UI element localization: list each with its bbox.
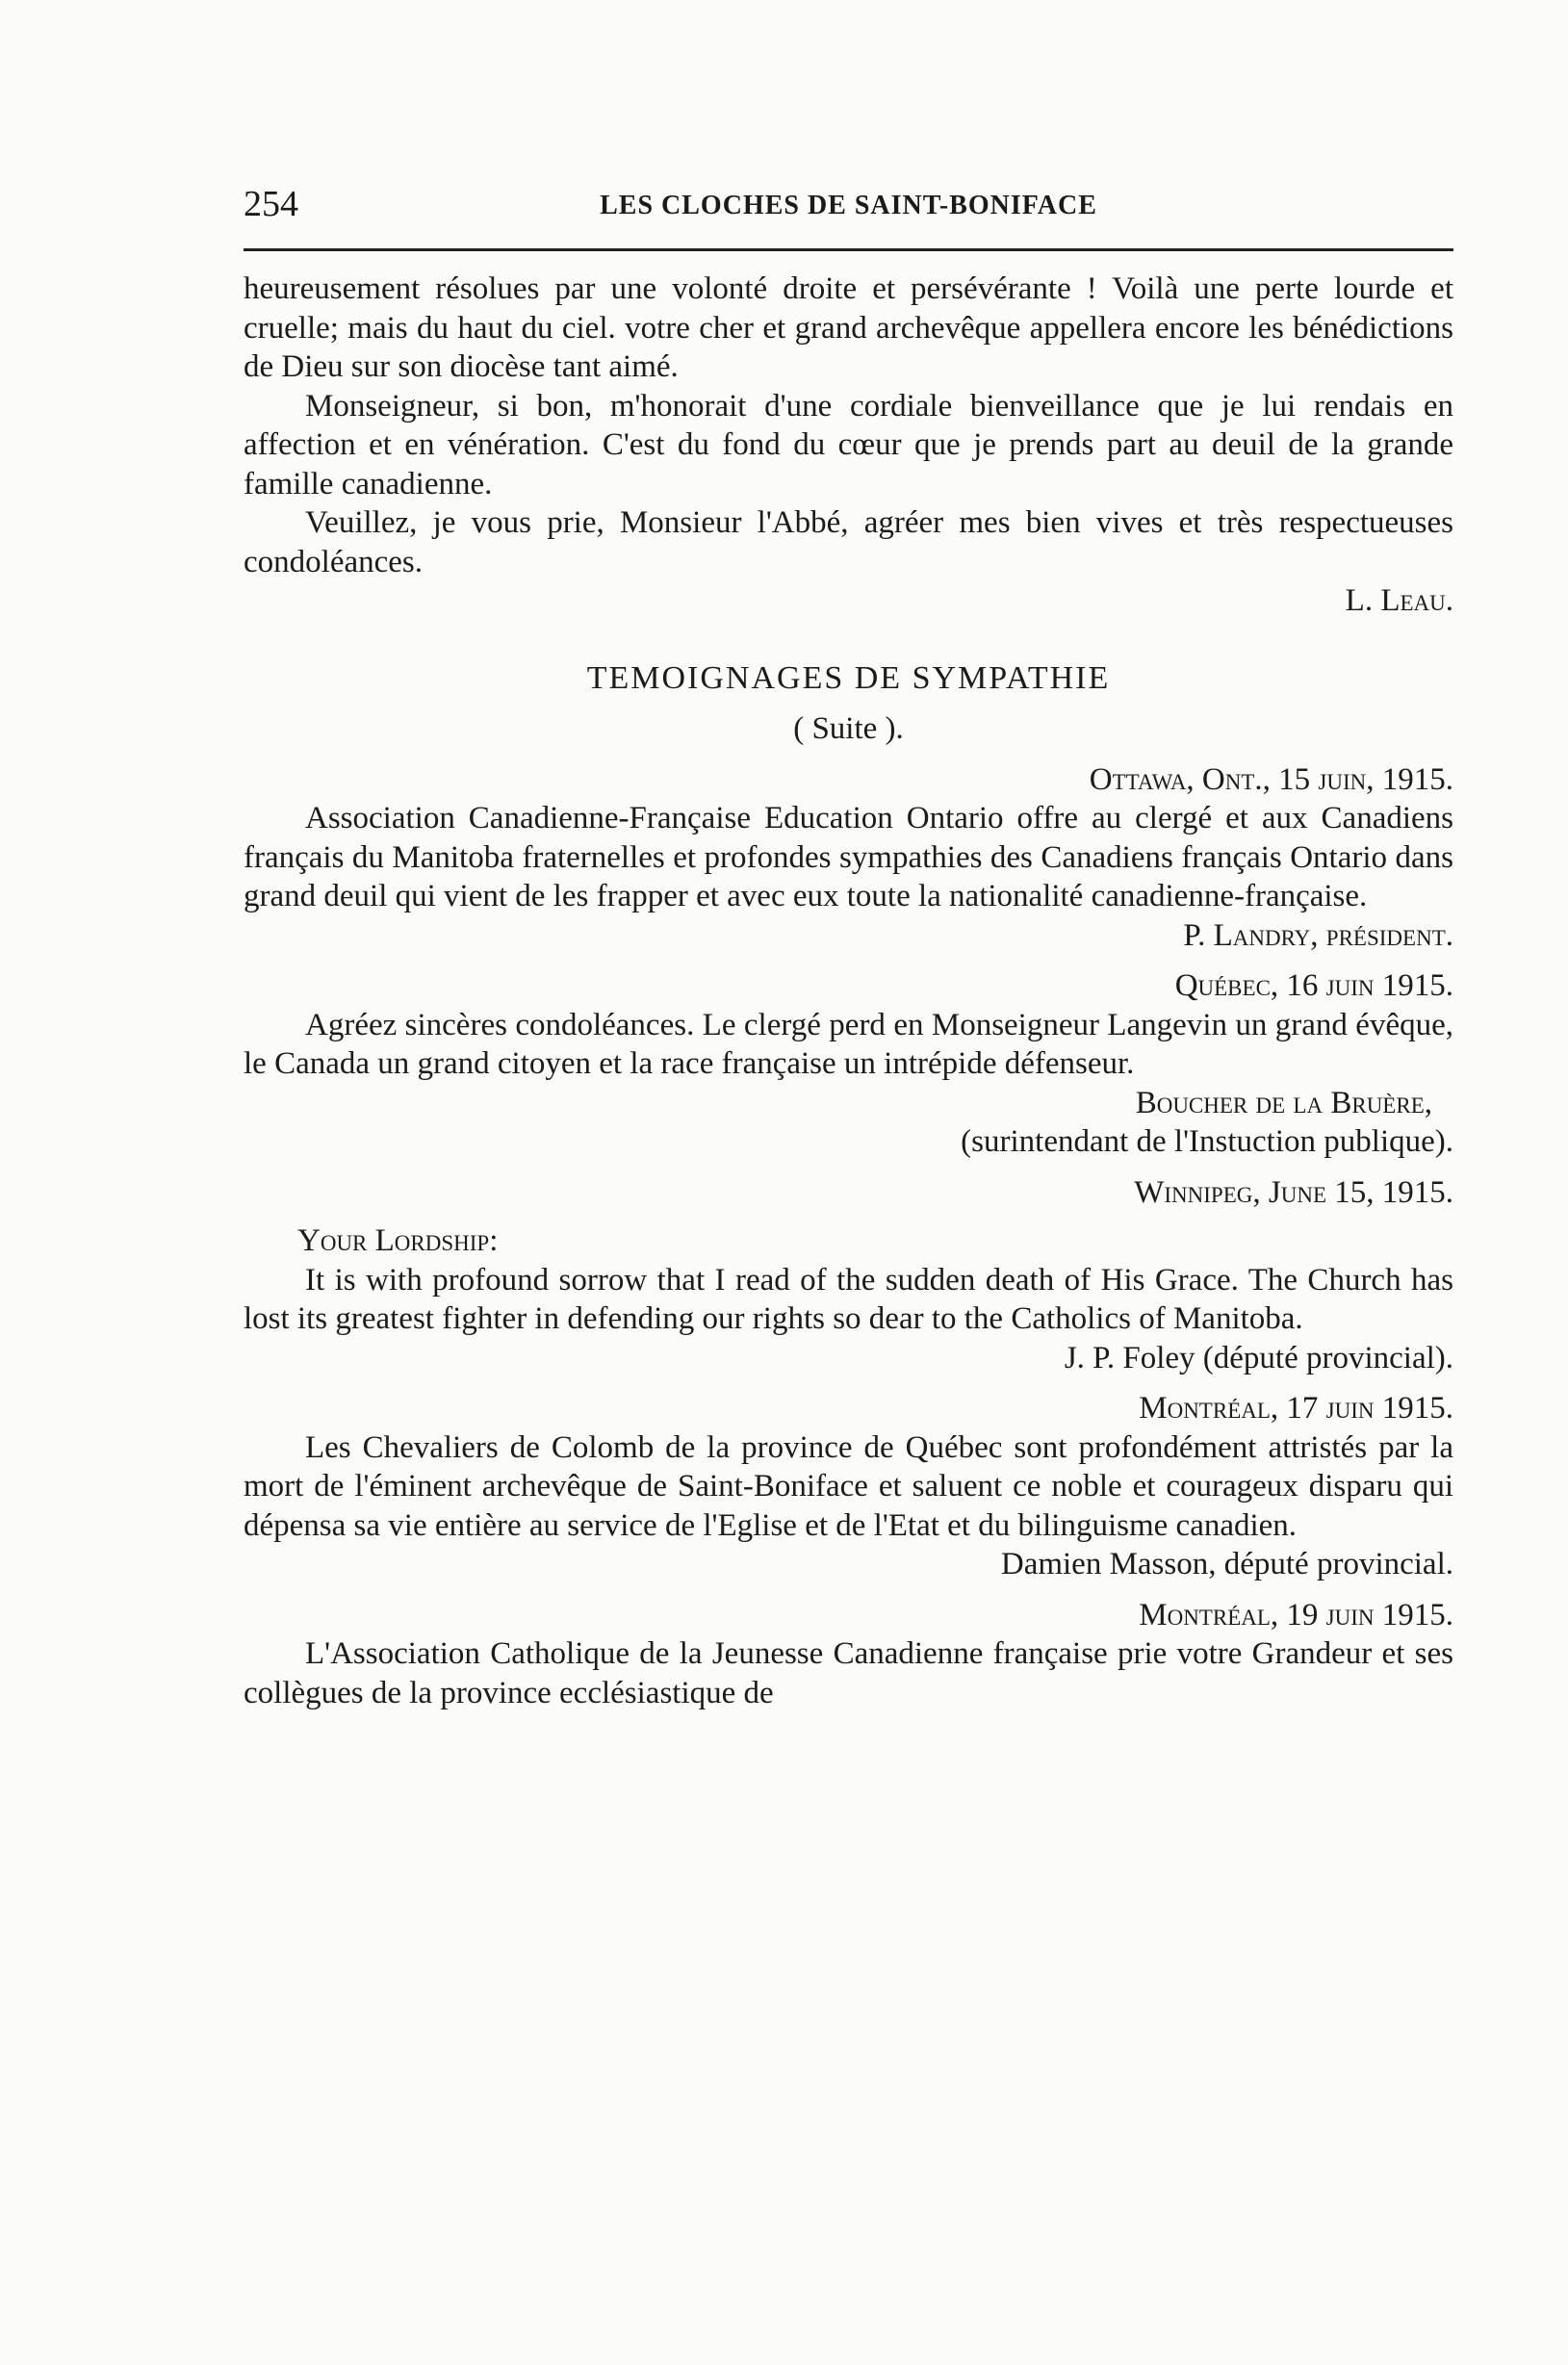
salutation: Your Lordship: [297,1223,499,1258]
running-title: LES CLOCHES DE SAINT-BONIFACE [600,191,1097,220]
dateline: Ottawa, Ont., 15 juin, 1915. [1089,761,1453,797]
letter-signature: L. Leau. [1345,583,1453,618]
message-text: It is with profound sorrow that I read of the sudden death of His Grace. The Church has lost its greatest fighter in defending our rights so dear to the Catholics of Manitoba. [244,1262,1453,1336]
message-signature: P. Landry, président. [1183,917,1453,953]
page-body [244,270,1453,1712]
letter-paragraph: Veuillez, je vous prie, Monsieur l'Abbé, agréer mes bien vives et très respectueuses condoléances. [244,505,1453,579]
message-text: Les Chevaliers de Colomb de la province de Québec sont profondément attristés par la mort de l'éminent archevêque de Saint-Boniface et saluent ce noble et courageux disparu qui dépensa sa vie entière au service de l'Eglise et de l'Etat et du bilinguisme canadien. [244,1429,1453,1543]
section-title: TEMOIGNAGES DE SYMPATHIE [586,659,1111,696]
page-number: 254 [244,184,298,224]
message-signature-title: (surintendant de l'Instuction publique). [961,1124,1453,1159]
page-header [244,183,1453,241]
section-subtitle: ( Suite ). [793,711,904,746]
message-text: L'Association Catholique de la Jeunesse Canadienne française prie votre Grandeur et ses collègues de la province ecclésiastique de [244,1636,1453,1710]
dateline: Québec, 16 juin 1915. [1174,968,1453,1003]
message-text: Agréez sincères condoléances. Le clergé perd en Monseigneur Langevin un grand évêque, le Canada un grand citoyen et la race française un intrépide défenseur. [244,1007,1453,1081]
message-signature: J. P. Foley (député provincial). [1064,1340,1453,1375]
dateline: Montréal, 19 juin 1915. [1139,1597,1453,1632]
message-signature: Damien Masson, député provincial. [1000,1547,1453,1581]
letter-paragraph: heureusement résolues par une volonté droite et persévérante ! Voilà une perte lourde et cruelle; mais du haut du ciel. votre cher et grand archevêque appellera encore les bénédictions de Dieu sur son diocèse tant aimé. [244,271,1453,384]
message-signature: Boucher de la Bruère, [1135,1085,1432,1120]
letter-paragraph: Monseigneur, si bon, m'honorait d'une cordiale bienveillance que je lui rendais en affection et en vénération. C'est du fond du cœur que je prends part au deuil de la grande famille canadienne. [244,388,1453,501]
dateline: Montréal, 17 juin 1915. [1139,1391,1453,1426]
message-text: Association Canadienne-Française Education Ontario offre au clergé et aux Canadiens français du Manitoba fraternelles et profondes sympathies des Canadiens français Ontario dans grand deuil qui vient de les frapper et avec eux toute la nationalité canadienne-française. [244,801,1453,913]
dateline: Winnipeg, June 15, 1915. [1134,1174,1453,1210]
header-rule [244,248,1453,251]
